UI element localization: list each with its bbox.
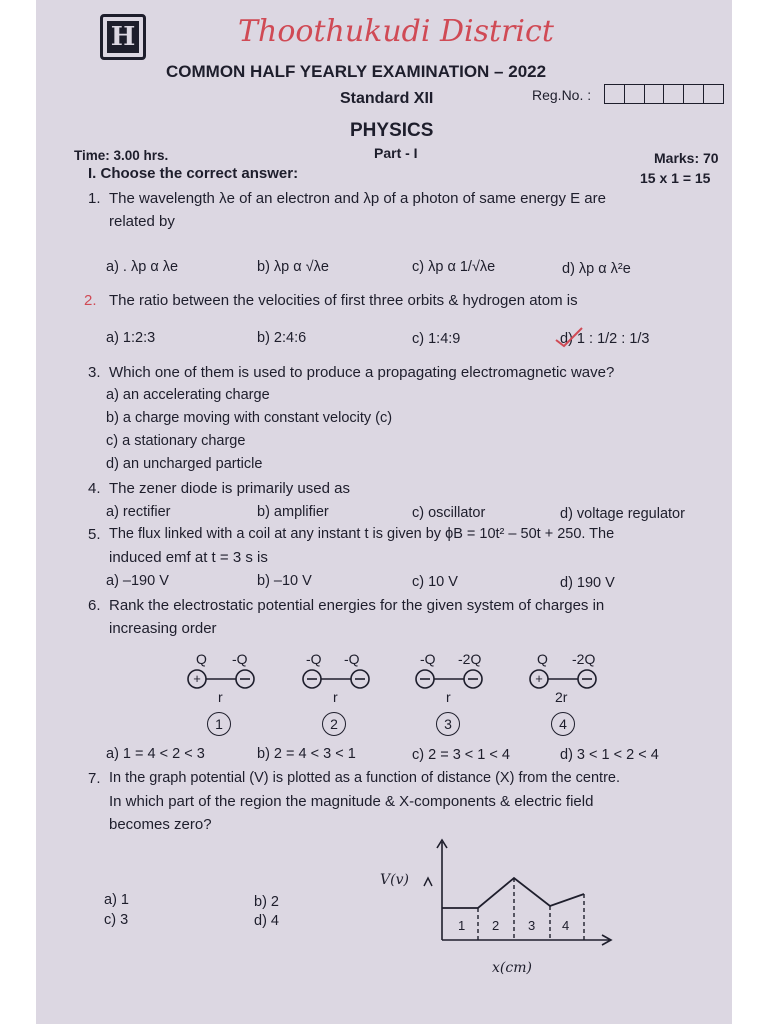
q3-option-b[interactable]: b) a charge moving with constant velocity (c) <box>106 410 393 426</box>
q1-option-c[interactable]: c) λp α 1/√λe <box>412 259 496 275</box>
q5-text: The flux linked with a coil at any instant t is given by ϕB = 10t² – 50t + 250. The <box>109 526 615 542</box>
q7-region-1: 1 <box>458 918 466 933</box>
exam-title: COMMON HALF YEARLY EXAMINATION – 2022 <box>166 62 547 81</box>
q2-option-d[interactable]: d) 1 : 1/2 : 1/3 <box>560 331 650 347</box>
q6-option-a[interactable]: a) 1 = 4 < 2 < 3 <box>106 746 205 762</box>
q7-number: 7. <box>88 770 101 787</box>
q6-number: 6. <box>88 597 101 614</box>
logo <box>100 14 146 60</box>
q2-text: The ratio between the velocities of first three orbits & hydrogen atom is <box>109 292 578 309</box>
q6-system-1-tag: 1 <box>207 712 231 736</box>
q6-system-4-tag: 4 <box>551 712 575 736</box>
q6-system-3-charge-a: -Q <box>420 651 436 667</box>
q3-number: 3. <box>88 364 101 381</box>
time: Time: 3.00 hrs. <box>74 148 169 163</box>
q6-system-3-charge-b: -2Q <box>458 651 482 667</box>
reg-no-boxes[interactable] <box>604 84 724 104</box>
svg-text:+: + <box>193 671 201 686</box>
q5-option-d[interactable]: d) 190 V <box>560 575 615 591</box>
q6-option-d[interactable]: d) 3 < 1 < 2 < 4 <box>560 747 659 763</box>
q6-system-2-charge-b: -Q <box>344 651 360 667</box>
q6-system-4-separation: 2r <box>555 689 568 705</box>
q2-option-b[interactable]: b) 2:4:6 <box>257 330 307 346</box>
section-heading: I. Choose the correct answer: <box>88 165 299 182</box>
q4-option-b[interactable]: b) amplifier <box>257 504 329 520</box>
q6-system-2-separation: r <box>333 689 338 705</box>
part: Part - I <box>374 145 418 161</box>
q4-option-a[interactable]: a) rectifier <box>106 504 171 520</box>
q3-option-d[interactable]: d) an uncharged particle <box>106 456 263 472</box>
q1-option-b[interactable]: b) λp α √λe <box>257 259 329 275</box>
q1-option-d[interactable]: d) λp α λ²e <box>562 261 631 277</box>
standard: Standard XII <box>340 90 434 107</box>
q2-option-c[interactable]: c) 1:4:9 <box>412 331 461 347</box>
q6-system-2-diagram <box>301 668 377 690</box>
q2-number: 2. <box>84 292 97 309</box>
q7-text: In the graph potential (V) is plotted as a function of distance (X) from the centre. <box>109 770 620 786</box>
section-marks: 15 x 1 = 15 <box>640 170 711 186</box>
q5-number: 5. <box>88 526 101 543</box>
q2-answer-tick-mark <box>552 326 592 350</box>
q6-system-1-charge-b: -Q <box>232 651 248 667</box>
q3-option-a[interactable]: a) an accelerating charge <box>106 387 270 403</box>
q7-region-4: 4 <box>562 918 570 933</box>
q6-system-3-diagram <box>414 668 490 690</box>
q7-graph-arrow-mark <box>424 878 432 886</box>
svg-text:+: + <box>535 671 543 686</box>
q4-option-c[interactable]: c) oscillator <box>412 505 486 521</box>
q7-region-2: 2 <box>492 918 500 933</box>
q6-system-1-charge-a: Q <box>196 651 207 667</box>
q7-graph-ylabel: V(v) <box>380 872 409 888</box>
q6-system-1-separation: r <box>218 689 223 705</box>
q6-system-4-charge-b: -2Q <box>572 651 596 667</box>
q2-option-a[interactable]: a) 1:2:3 <box>106 330 156 346</box>
q6-option-c[interactable]: c) 2 = 3 < 1 < 4 <box>412 747 510 763</box>
q7-graph-xlabel: x(cm) <box>492 960 532 976</box>
q5-option-b[interactable]: b) –10 V <box>257 573 312 589</box>
q7-text-line3: becomes zero? <box>109 816 212 833</box>
q6-system-2-tag: 2 <box>322 712 346 736</box>
q6-system-4-diagram <box>528 668 604 690</box>
q6-system-1-diagram <box>186 668 262 690</box>
q7-option-b[interactable]: b) 2 <box>254 894 279 910</box>
q5-text-line2: induced emf at t = 3 s is <box>109 549 268 566</box>
q6-system-4-charge-a: Q <box>537 651 548 667</box>
q4-number: 4. <box>88 480 101 497</box>
q7-graph <box>416 836 616 948</box>
q6-system-2-charge-a: -Q <box>306 651 322 667</box>
q6-text-line2: increasing order <box>109 620 217 637</box>
q6-system-3-tag: 3 <box>436 712 460 736</box>
q6-system-3-separation: r <box>446 689 451 705</box>
q1-text: The wavelength λe of an electron and λp of a photon of same energy E are <box>109 190 606 207</box>
q6-option-b[interactable]: b) 2 = 4 < 3 < 1 <box>257 746 356 762</box>
q5-option-a[interactable]: a) –190 V <box>106 573 169 589</box>
q7-option-d[interactable]: d) 4 <box>254 913 279 929</box>
q4-option-d[interactable]: d) voltage regulator <box>560 506 685 522</box>
subject: PHYSICS <box>350 120 434 141</box>
q7-region-3: 3 <box>528 918 536 933</box>
logo-letter: H <box>107 21 139 53</box>
q3-text: Which one of them is used to produce a propagating electromagnetic wave? <box>109 364 615 381</box>
district-handwritten: Thoothukudi District <box>238 14 554 49</box>
reg-no-label: Reg.No. : <box>532 87 592 103</box>
q7-text-line2: In which part of the region the magnitude & X-components & electric field <box>109 793 594 810</box>
q5-option-c[interactable]: c) 10 V <box>412 574 458 590</box>
q1-number: 1. <box>88 190 101 207</box>
q1-option-a[interactable]: a) . λp α λe <box>106 259 179 275</box>
q1-text-line2: related by <box>109 213 175 230</box>
q3-option-c[interactable]: c) a stationary charge <box>106 433 246 449</box>
q6-text: Rank the electrostatic potential energies for the given system of charges in <box>109 597 605 614</box>
q7-option-c[interactable]: c) 3 <box>104 912 129 928</box>
q7-option-a[interactable]: a) 1 <box>104 892 129 908</box>
marks: Marks: 70 <box>654 150 719 166</box>
q4-text: The zener diode is primarily used as <box>109 480 350 497</box>
q7-graph-curve <box>442 878 584 908</box>
